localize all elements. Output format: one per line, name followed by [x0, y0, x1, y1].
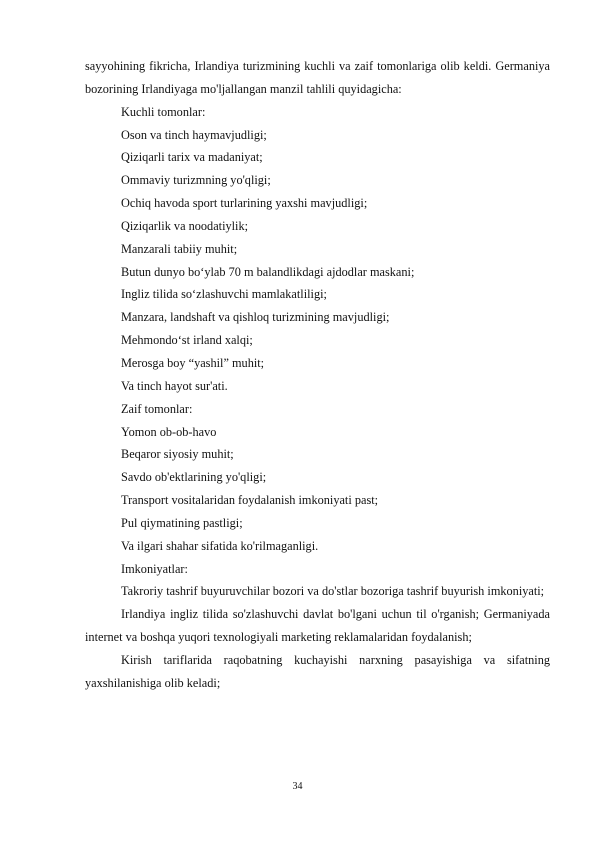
list-item: Ochiq havoda sport turlarining yaxshi mavjudligi; [121, 196, 368, 211]
list-item: Va ilgari shahar sifatida ko'rilmaganligi. [121, 538, 319, 553]
list-item: Manzarali tabiiy muhit; [121, 241, 238, 256]
list-item: Yomon ob-ob-havo [121, 424, 217, 439]
list-item: Irlandiya ingliz tilida so'zlashuvchi davlat bo'lgani uchun til o'rganish; Germaniyada internet va boshqa yuqori texnologiyali marketing reklamalaridan foydalanish; [85, 607, 550, 645]
list-item: Ingliz tilida so‘zlashuvchi mamlakatliligi; [121, 287, 327, 302]
list-item: Pul qiymatining pastligi; [121, 515, 243, 530]
page-number: 34 [292, 781, 303, 792]
list-item: Savdo ob'ektlarining yo'qligi; [121, 470, 267, 485]
list-item: Transport vositalaridan foydalanish imkoniyati past; [121, 493, 379, 508]
list-item: Qiziqarli tarix va madaniyat; [121, 150, 263, 165]
page-content [85, 55, 550, 695]
list-item: Manzara, landshaft va qishloq turizmining mavjudligi; [121, 310, 390, 325]
list-item: Kirish tariflarida raqobatning kuchayishi narxning pasayishiga va sifatning yaxshilanishiga olib keladi; [85, 652, 550, 690]
list-item: Mehmondo‘st irland xalqi; [121, 333, 253, 348]
heading-weaknesses: Zaif tomonlar: [121, 401, 193, 416]
paragraph-intro: sayyohining fikricha, Irlandiya turizmining kuchli va zaif tomonlariga olib keldi. Germaniya bozorining Irlandiyaga mo'ljallangan manzil tahlili quyidagicha: [85, 59, 550, 96]
list-item: Oson va tinch haymavjudligi; [121, 127, 267, 142]
list-item: Takroriy tashrif buyuruvchilar bozori va do'stlar bozoriga tashrif buyurish imkoniyati; [121, 584, 545, 599]
list-item: Ommaviy turizmning yo'qligi; [121, 173, 271, 188]
list-item: Va tinch hayot sur'ati. [121, 378, 228, 393]
list-item: Butun dunyo bo‘ylab 70 m balandlikdagi ajdodlar maskani; [121, 264, 415, 279]
heading-strengths: Kuchli tomonlar: [121, 104, 206, 119]
heading-opportunities: Imkoniyatlar: [121, 561, 188, 576]
list-item: Merosga boy “yashil” muhit; [121, 355, 265, 370]
list-item: Beqaror siyosiy muhit; [121, 447, 234, 462]
list-item: Qiziqarlik va noodatiylik; [121, 218, 249, 233]
